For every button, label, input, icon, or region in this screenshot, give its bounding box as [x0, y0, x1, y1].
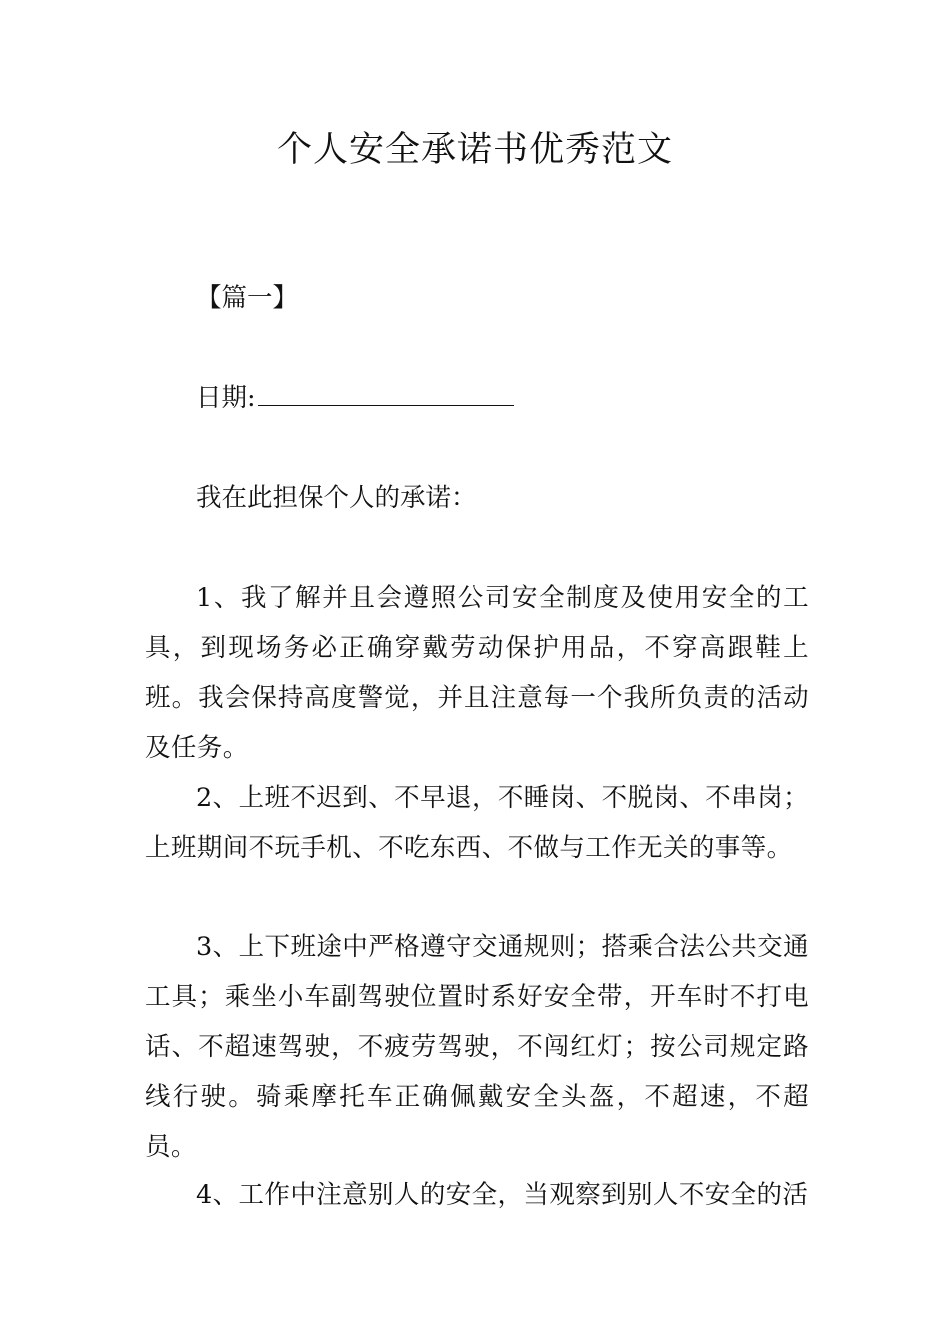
section-label: 【篇一】 — [196, 283, 299, 313]
paragraph-3: 3、上下班途中严格遵守交通规则；搭乘合法公共交通工具；乘坐小车副驾驶位置时系好安全带，开车时不打电话、不超速驾驶，不疲劳驾驶，不闯红灯；按公司规定路线行驶。骑乘摩托车正确佩戴安全头盔，不超速，不超员。 — [145, 932, 809, 1162]
date-blank-line — [258, 375, 514, 406]
paragraph-4: 4、工作中注意别人的安全，当观察到别人不安全的活 — [196, 1180, 809, 1210]
paragraph-2: 2、上班不迟到、不早退，不睡岗、不脱岗、不串岗；上班期间不玩手机、不吃东西、不做与工作无关的事等。 — [145, 783, 809, 863]
date-row — [196, 373, 514, 423]
date-label: 日期: — [196, 383, 256, 413]
paragraph-1: 1、我了解并且会遵照公司安全制度及使用安全的工具，到现场务必正确穿戴劳动保护用品，不穿高跟鞋上班。我会保持高度警觉，并且注意每一个我所负责的活动及任务。 — [145, 583, 809, 763]
document-title: 个人安全承诺书优秀范文 — [276, 130, 673, 170]
intro-text: 我在此担保个人的承诺： — [196, 483, 477, 513]
